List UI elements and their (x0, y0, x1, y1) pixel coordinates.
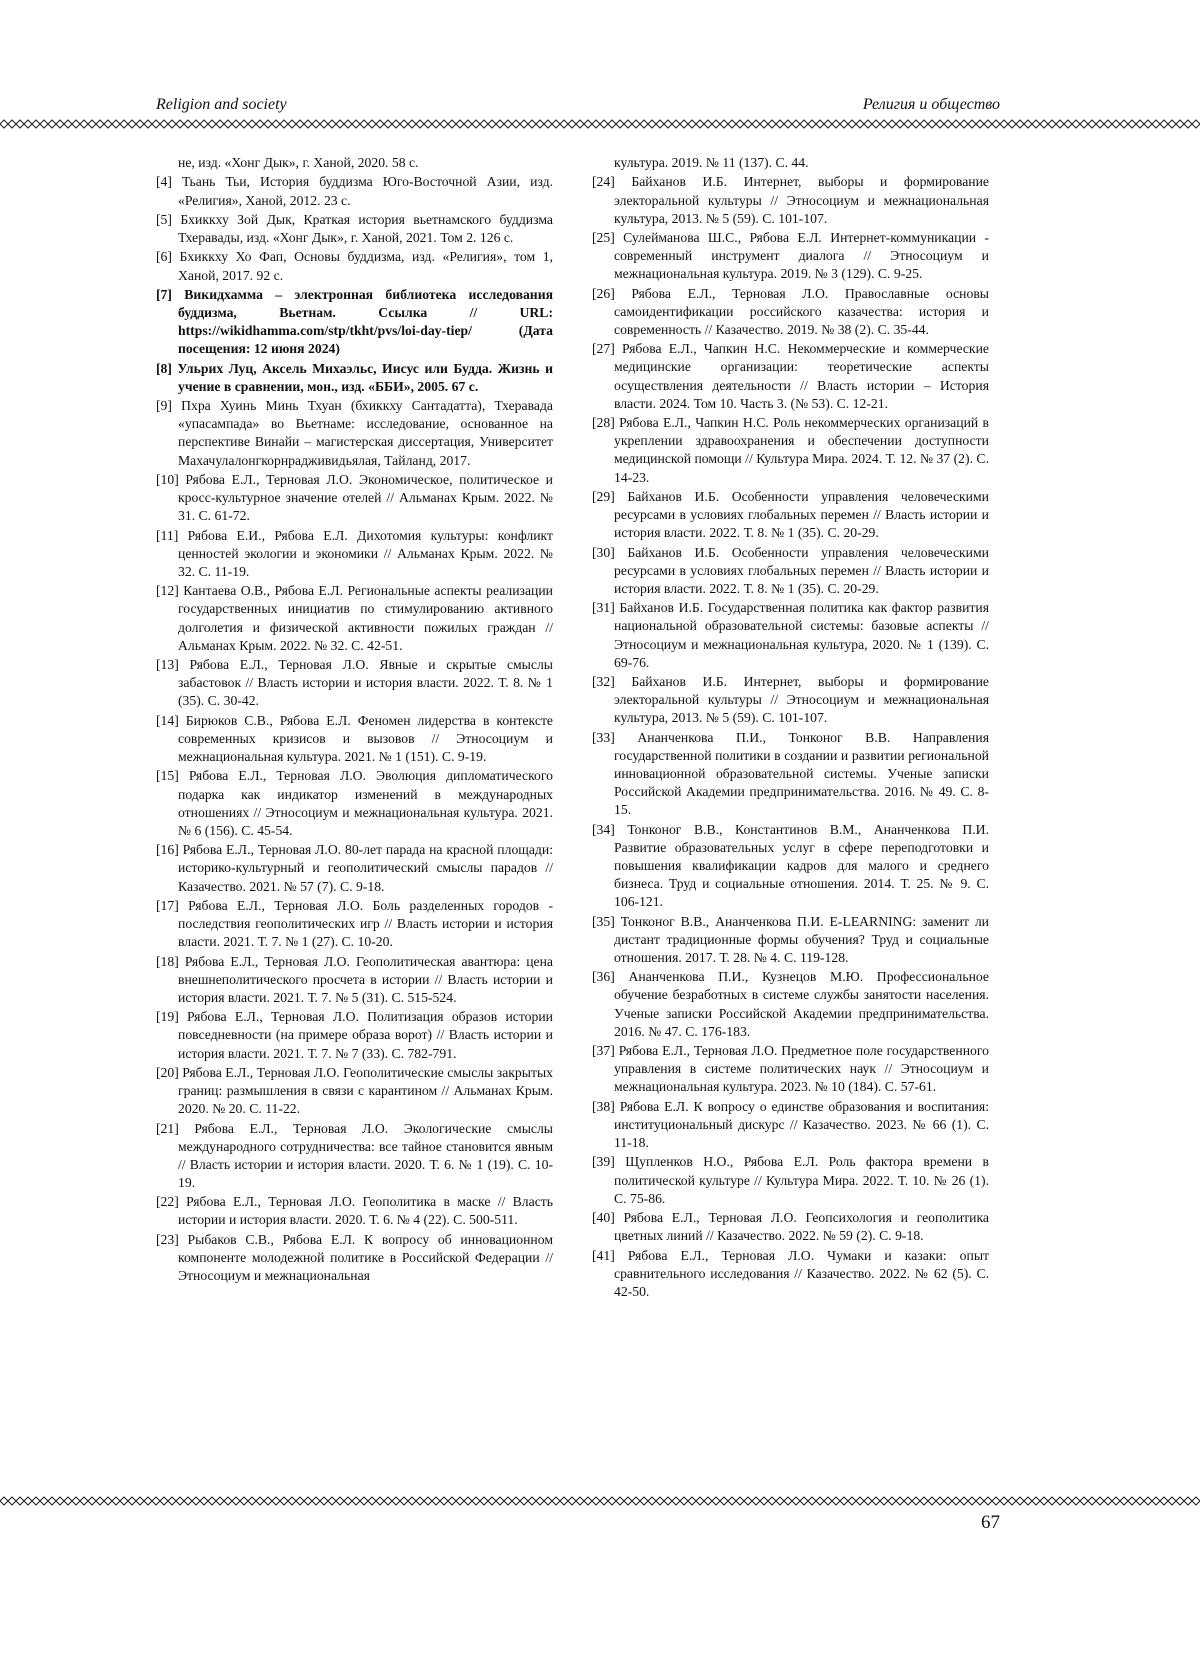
reference-item: [27] Рябова Е.Л., Чапкин Н.С. Некоммерческие и коммерческие медицинские организации: теоретические аспекты осуществления деятельности // Власть истории – История власти. 2024. Том 10. Часть 3. (№ 53). С. 12-21. (592, 341, 989, 411)
reference-item: [41] Рябова Е.Л., Терновая Л.О. Чумаки и казаки: опыт сравнительного исследования // Казачество. 2022. № 62 (5). С. 42-50. (592, 1247, 989, 1299)
references-right-column (592, 154, 989, 1302)
reference-item: [29] Байханов И.Б. Особенности управления человеческими ресурсами в условиях глобальных перемен // Власть истории и история власти. 2022. Т. 8. № 1 (35). С. 20-29. (592, 488, 989, 541)
reference-item: [19] Рябова Е.Л., Терновая Л.О. Политизация образов истории повседневности (на примере образа ворот) // Власть истории и история власти. 2021. Т. 7. № 7 (33). С. 782-791. (156, 1009, 553, 1061)
reference-item: [21] Рябова Е.Л., Терновая Л.О. Экологические смыслы международного сотрудничества: все тайное становится явным // Власть истории и история власти. 2020. Т. 6. № 1 (19). С. 10-19. (156, 1120, 553, 1190)
reference-item: [8] Ульрих Луц, Аксель Михаэльс, Иисус или Будда. Жизнь и учение в сравнении, мон., изд. «ББИ», 2005. 67 с. (156, 360, 553, 394)
reference-item: не, изд. «Хонг Дык», г. Ханой, 2020. 58 с. (178, 155, 419, 170)
references-left-column (156, 154, 553, 1286)
reference-item: [7] Викидхамма – электронная библиотека исследования буддизма, Вьетнам. Ссылка // URL: https://wikidhamma.com/stp/tkht/pvs/loi-day-tiep/ (Дата посещения: 12 июня 2024) (156, 286, 553, 357)
reference-item: [37] Рябова Е.Л., Терновая Л.О. Предметное поле государственного управления в системе политических наук // Этносоциум и межнациональная культура. 2023. № 10 (184). С. 57-61. (592, 1043, 989, 1095)
reference-item: [22] Рябова Е.Л., Терновая Л.О. Геополитика в маске // Власть истории и история власти. 2020. Т. 6. № 4 (22). С. 500-511. (156, 1194, 553, 1228)
reference-item: [17] Рябова Е.Л., Терновая Л.О. Боль разделенных городов - последствия геополитических игр // Власть истории и история власти. 2021. Т. 7. № 1 (27). С. 10-20. (156, 897, 553, 950)
reference-item: [35] Тонконог В.В., Ананченкова П.И. E-LEARNING: заменит ли дистант традиционные формы обучения? Труд и социальные отношения. 2017. Т. 28. № 4. С. 119-128. (592, 913, 989, 965)
reference-item: [36] Ананченкова П.И., Кузнецов М.Ю. Профессиональное обучение безработных в системе службы занятости населения. Ученые записки Российской Академии предпринимательства. 2016. № 47. С. 176-183. (592, 969, 989, 1039)
reference-item: [5] Бхиккху Зой Дык, Краткая история вьетнамского буддизма Тхеравады, изд. «Хонг Дык», г. Ханой, 2021. Том 2. 126 с. (156, 211, 553, 245)
reference-item: [11] Рябова Е.И., Рябова Е.Л. Дихотомия культуры: конфликт ценностей экологии и экономики // Альманах Крым. 2022. № 32. С. 11-19. (156, 527, 553, 579)
page-number: 67 (981, 1512, 1000, 1533)
top-ornament-border (0, 119, 1200, 129)
reference-item: [30] Байханов И.Б. Особенности управления человеческими ресурсами в условиях глобальных перемен // Власть истории и история власти. 2022. Т. 8. № 1 (35). С. 20-29. (592, 544, 989, 596)
reference-item: [12] Кантаева О.В., Рябова Е.Л. Региональные аспекты реализации государственных инициатив по стимулированию активного долголетия и физической активности пожилых граждан // Альманах Крым. 2022. № 32. С. 42-51. (156, 583, 553, 653)
reference-item: [23] Рыбаков С.В., Рябова Е.Л. К вопросу об инновационном компоненте молодежной политике в Российской Федерации // Этносоциум и межнациональная (156, 1231, 553, 1284)
reference-item: [16] Рябова Е.Л., Терновая Л.О. 80-лет парада на красной площади: историко-культурный и геополитический смыслы парадов // Казачество. 2021. № 57 (7). С. 9-18. (156, 842, 553, 894)
reference-item: [20] Рябова Е.Л., Терновая Л.О. Геополитические смыслы закрытых границ: размышления в связи с карантином // Альманах Крым. 2020. № 20. С. 11-22. (156, 1064, 553, 1117)
reference-item: [6] Бхиккху Хо Фап, Основы буддизма, изд. «Религия», том 1, Ханой, 2017. 92 с. (156, 249, 553, 283)
reference-item: [28] Рябова Е.Л., Чапкин Н.С. Роль некоммерческих организаций в укреплении здравоохранения и обеспечении доступности медицинской помощи // Культура Мира. 2024. Т. 12. № 37 (2). С. 14-23. (592, 415, 989, 485)
reference-item: культура. 2019. № 11 (137). С. 44. (614, 155, 809, 170)
reference-item: [40] Рябова Е.Л., Терновая Л.О. Геопсихология и геополитика цветных линий // Казачество. 2022. № 59 (2). С. 9-18. (592, 1210, 989, 1244)
bottom-ornament-border (0, 1496, 1200, 1506)
reference-item: [14] Бирюков С.В., Рябова Е.Л. Феномен лидерства в контексте современных кризисов и вызовов // Этносоциум и межнациональная культура. 2021. № 1 (151). С. 9-19. (156, 712, 553, 765)
reference-item: [24] Байханов И.Б. Интернет, выборы и формирование электоральной культуры // Этносоциум и межнациональная культура, 2013. № 5 (59). С. 101-107. (592, 174, 989, 226)
header-journal-english: Religion and society (156, 96, 287, 113)
header-journal-russian: Религия и общество (862, 96, 1000, 113)
reference-item: [9] Пхра Хуинь Минь Тхуан (бхиккху Сантадатта), Тхеравада «упасампада» во Вьетнаме: исследование, основанное на перспективе Винайи – магистерская диссертация, Университет Махачулалонгкорнрадживидьялая, Тайланд, 2017. (156, 398, 553, 468)
reference-item: [32] Байханов И.Б. Интернет, выборы и формирование электоральной культуры // Этносоциум и межнациональная культура, 2013. № 5 (59). С. 101-107. (592, 674, 989, 726)
reference-item: [10] Рябова Е.Л., Терновая Л.О. Экономическое, политическое и кросс-культурное значение отелей // Альманах Крым. 2022. № 31. С. 61-72. (156, 471, 553, 524)
reference-item: [25] Сулейманова Ш.С., Рябова Е.Л. Интернет-коммуникации - современный инструмент диалога // Этносоциум и межнациональная культура. 2019. № 3 (129). С. 9-25. (592, 230, 989, 282)
reference-item: [15] Рябова Е.Л., Терновая Л.О. Эволюция дипломатического подарка как индикатор изменений в международных отношениях // Этносоциум и межнациональная культура. 2021. № 6 (156). С. 45-54. (156, 768, 553, 838)
reference-item: [4] Тьань Тьи, История буддизма Юго-Восточной Азии, изд. «Религия», Ханой, 2012. 23 с. (156, 174, 553, 208)
reference-item: [26] Рябова Е.Л., Терновая Л.О. Православные основы самоидентификации российского казачества: история и современность // Казачество. 2019. № 38 (2). С. 35-44. (592, 285, 989, 337)
reference-item: [38] Рябова Е.Л. К вопросу о единстве образования и воспитания: институциональный дискурс // Казачество. 2023. № 66 (1). С. 11-18. (592, 1098, 989, 1151)
reference-item: [34] Тонконог В.В., Константинов В.М., Ананченкова П.И. Развитие образовательных услуг в сфере переподготовки и повышения квалификации кадров для малого и среднего бизнеса. Труд и социальные отношения. 2014. Т. 25. № 9. С. 106-121. (592, 821, 989, 910)
reference-item: [18] Рябова Е.Л., Терновая Л.О. Геополитическая авантюра: цена внешнеполитического просчета в истории // Власть истории и история власти. 2021. Т. 7. № 5 (31). С. 515-524. (156, 953, 553, 1005)
reference-item: [33] Ананченкова П.И., Тонконог В.В. Направления государственной политики в создании и развитии региональной инновационной образовательной системы. Ученые записки Российской Академии предпринимательства. 2016. № 49. С. 8-15. (592, 729, 989, 818)
reference-item: [39] Щупленков Н.О., Рябова Е.Л. Роль фактора времени в политической культуре // Культура Мира. 2022. Т. 10. № 26 (1). С. 75-86. (592, 1154, 989, 1206)
reference-item: [31] Байханов И.Б. Государственная политика как фактор развития национальной образовательной системы: базовые аспекты // Этносоциум и межнациональная культура, 2020. № 1 (139). С. 69-76. (592, 600, 989, 670)
reference-item: [13] Рябова Е.Л., Терновая Л.О. Явные и скрытые смыслы забастовок // Власть истории и история власти. 2022. Т. 8. № 1 (35). С. 30-42. (156, 657, 553, 709)
